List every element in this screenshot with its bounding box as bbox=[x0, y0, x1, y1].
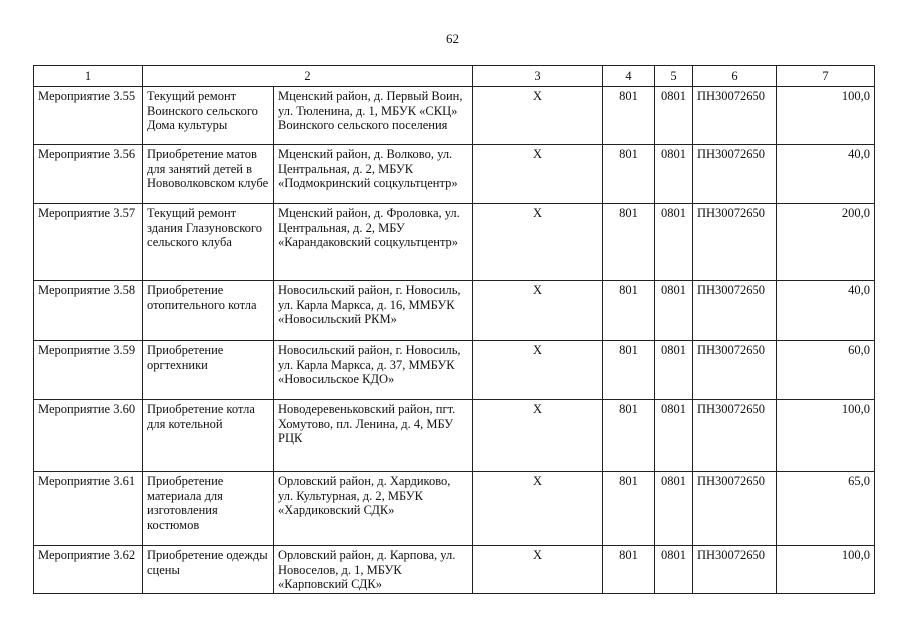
event-description: Приобретение одежды сцены bbox=[143, 546, 274, 594]
event-location: Новосильский район, г. Новосиль, ул. Карла Маркса, д. 37, ММБУК «Новосильское КДО» bbox=[274, 341, 473, 400]
column-7-value: 100,0 bbox=[777, 400, 875, 472]
column-4-value: 801 bbox=[603, 281, 655, 341]
column-7-value: 100,0 bbox=[777, 546, 875, 594]
budget-table bbox=[33, 65, 875, 594]
event-name: Мероприятие 3.57 bbox=[34, 204, 143, 281]
page-number: 62 bbox=[446, 31, 459, 46]
event-name: Мероприятие 3.59 bbox=[34, 341, 143, 400]
column-7-value: 200,0 bbox=[777, 204, 875, 281]
event-name: Мероприятие 3.61 bbox=[34, 472, 143, 546]
event-location: Новосильский район, г. Новосиль, ул. Карла Маркса, д. 16, ММБУК «Новосильский РКМ» bbox=[274, 281, 473, 341]
column-5-value: 0801 bbox=[655, 281, 693, 341]
column-4-value: 801 bbox=[603, 400, 655, 472]
event-location: Новодеревеньковский район, пгт. Хомутово, пл. Ленина, д. 4, МБУ РЦК bbox=[274, 400, 473, 472]
header-cell-1: 1 bbox=[34, 66, 143, 87]
event-location: Мценский район, д. Фроловка, ул. Центральная, д. 2, МБУ «Карандаковский соцкультцентр» bbox=[274, 204, 473, 281]
column-7-value: 40,0 bbox=[777, 281, 875, 341]
event-description: Приобретение оргтехники bbox=[143, 341, 274, 400]
header-cell-4: 4 bbox=[603, 66, 655, 87]
column-5-value: 0801 bbox=[655, 204, 693, 281]
table-row bbox=[34, 145, 875, 204]
header-cell-6: 6 bbox=[693, 66, 777, 87]
header-cell-5: 5 bbox=[655, 66, 693, 87]
column-3-value: Х bbox=[473, 400, 603, 472]
column-3-value: Х bbox=[473, 281, 603, 341]
table-row bbox=[34, 546, 875, 594]
column-4-value: 801 bbox=[603, 145, 655, 204]
table-row bbox=[34, 472, 875, 546]
header-cell-2: 2 bbox=[143, 66, 473, 87]
event-name: Мероприятие 3.56 bbox=[34, 145, 143, 204]
event-description: Приобретение материала для изготовления костюмов bbox=[143, 472, 274, 546]
column-4-value: 801 bbox=[603, 472, 655, 546]
column-5-value: 0801 bbox=[655, 87, 693, 145]
event-location: Орловский район, д. Хардиково, ул. Культурная, д. 2, МБУК «Хардиковский СДК» bbox=[274, 472, 473, 546]
table-row bbox=[34, 87, 875, 145]
column-4-value: 801 bbox=[603, 204, 655, 281]
event-name: Мероприятие 3.55 bbox=[34, 87, 143, 145]
column-7-value: 100,0 bbox=[777, 87, 875, 145]
column-3-value: Х bbox=[473, 204, 603, 281]
column-4-value: 801 bbox=[603, 341, 655, 400]
event-name: Мероприятие 3.62 bbox=[34, 546, 143, 594]
event-description: Текущий ремонт Воинского сельского Дома культуры bbox=[143, 87, 274, 145]
header-cell-3: 3 bbox=[473, 66, 603, 87]
column-3-value: Х bbox=[473, 145, 603, 204]
table-row bbox=[34, 204, 875, 281]
event-description: Текущий ремонт здания Глазуновского сельского клуба bbox=[143, 204, 274, 281]
column-5-value: 0801 bbox=[655, 472, 693, 546]
table-row bbox=[34, 281, 875, 341]
column-3-value: Х bbox=[473, 472, 603, 546]
column-3-value: Х bbox=[473, 546, 603, 594]
event-description: Приобретение отопительного котла bbox=[143, 281, 274, 341]
table-row bbox=[34, 341, 875, 400]
column-6-value: ПН30072650 bbox=[693, 341, 777, 400]
column-5-value: 0801 bbox=[655, 341, 693, 400]
column-6-value: ПН30072650 bbox=[693, 472, 777, 546]
column-6-value: ПН30072650 bbox=[693, 400, 777, 472]
column-3-value: Х bbox=[473, 87, 603, 145]
column-6-value: ПН30072650 bbox=[693, 204, 777, 281]
column-3-value: Х bbox=[473, 341, 603, 400]
column-4-value: 801 bbox=[603, 546, 655, 594]
event-location: Мценский район, д. Первый Воин, ул. Тюленина, д. 1, МБУК «СКЦ» Воинского сельского поселения bbox=[274, 87, 473, 145]
event-location: Орловский район, д. Карпова, ул. Новоселов, д. 1, МБУК «Карповский СДК» bbox=[274, 546, 473, 594]
column-5-value: 0801 bbox=[655, 546, 693, 594]
header-cell-7: 7 bbox=[777, 66, 875, 87]
column-7-value: 65,0 bbox=[777, 472, 875, 546]
event-description: Приобретение котла для котельной bbox=[143, 400, 274, 472]
table-row bbox=[34, 400, 875, 472]
column-5-value: 0801 bbox=[655, 400, 693, 472]
column-6-value: ПН30072650 bbox=[693, 87, 777, 145]
column-6-value: ПН30072650 bbox=[693, 281, 777, 341]
event-name: Мероприятие 3.60 bbox=[34, 400, 143, 472]
column-6-value: ПН30072650 bbox=[693, 145, 777, 204]
table-header-row bbox=[34, 66, 875, 87]
column-6-value: ПН30072650 bbox=[693, 546, 777, 594]
event-location: Мценский район, д. Волково, ул. Центральная, д. 2, МБУК «Подмокринский соцкультцентр» bbox=[274, 145, 473, 204]
column-4-value: 801 bbox=[603, 87, 655, 145]
column-5-value: 0801 bbox=[655, 145, 693, 204]
column-7-value: 60,0 bbox=[777, 341, 875, 400]
event-name: Мероприятие 3.58 bbox=[34, 281, 143, 341]
event-description: Приобретение матов для занятий детей в Нововолковском клубе bbox=[143, 145, 274, 204]
column-7-value: 40,0 bbox=[777, 145, 875, 204]
